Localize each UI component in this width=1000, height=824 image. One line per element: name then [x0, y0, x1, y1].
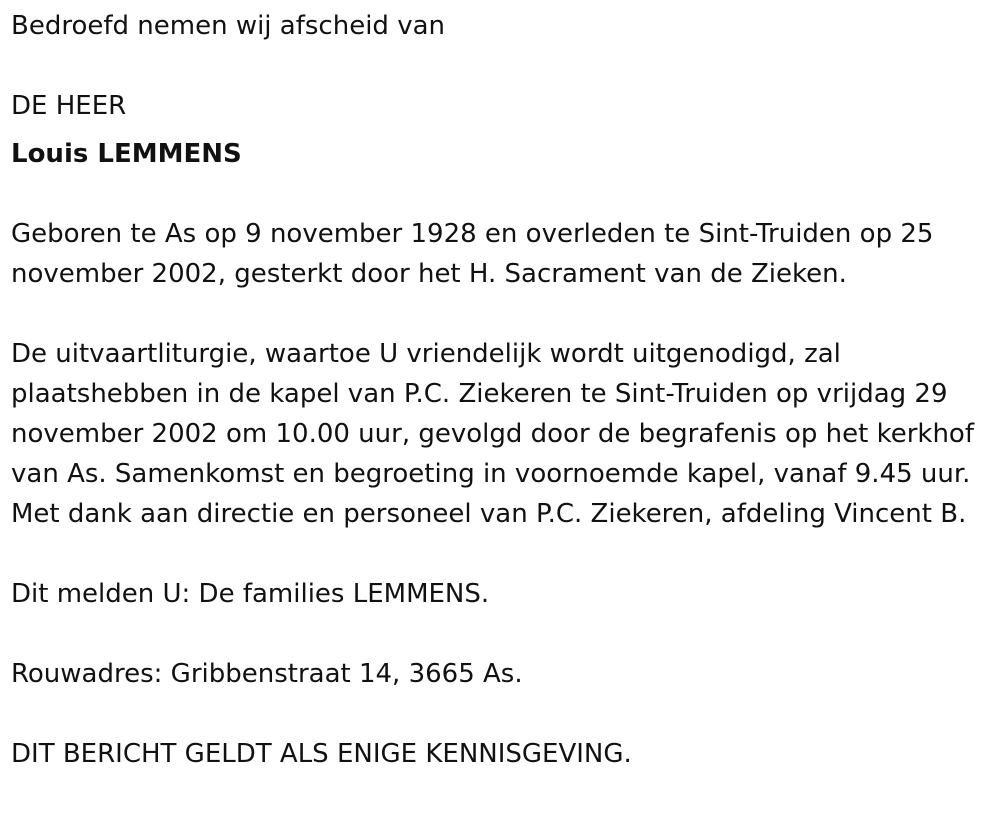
- spacer: [11, 694, 986, 734]
- closing-notice: DIT BERICHT GELDT ALS ENIGE KENNISGEVING.: [11, 739, 632, 769]
- birth-death-paragraph: Geboren te As op 9 november 1928 en overleden te Sint-Truiden op 25 november 2002, gesterkt door het H. Sacrament van de Zieken.: [11, 219, 934, 289]
- spacer: [11, 614, 986, 654]
- spacer: [11, 174, 986, 214]
- intro-text: Bedroefd nemen wij afscheid van: [11, 11, 445, 41]
- families-text: Dit melden U: De families LEMMENS.: [11, 579, 490, 609]
- spacer: [11, 534, 986, 574]
- funeral-paragraph: De uitvaartliturgie, waartoe U vriendelijk wordt uitgenodigd, zal plaatshebben in de kapel van P.C. Ziekeren te Sint-Truiden op vrijdag 29 november 2002 om 10.00 uur, gevolgd door de begrafenis op het kerkhof van As. Samenkomst en begroeting in voornoemde kapel, vanaf 9.45 uur. Met dank aan directie en personeel van P.C. Ziekeren, afdeling Vincent B.: [11, 339, 974, 529]
- mourning-address: Rouwadres: Gribbenstraat 14, 3665 As.: [11, 659, 523, 689]
- obituary-notice: [11, 6, 986, 774]
- spacer: [11, 294, 986, 334]
- deceased-name: Louis LEMMENS: [11, 139, 242, 169]
- honorific-title: DE HEER: [11, 91, 127, 121]
